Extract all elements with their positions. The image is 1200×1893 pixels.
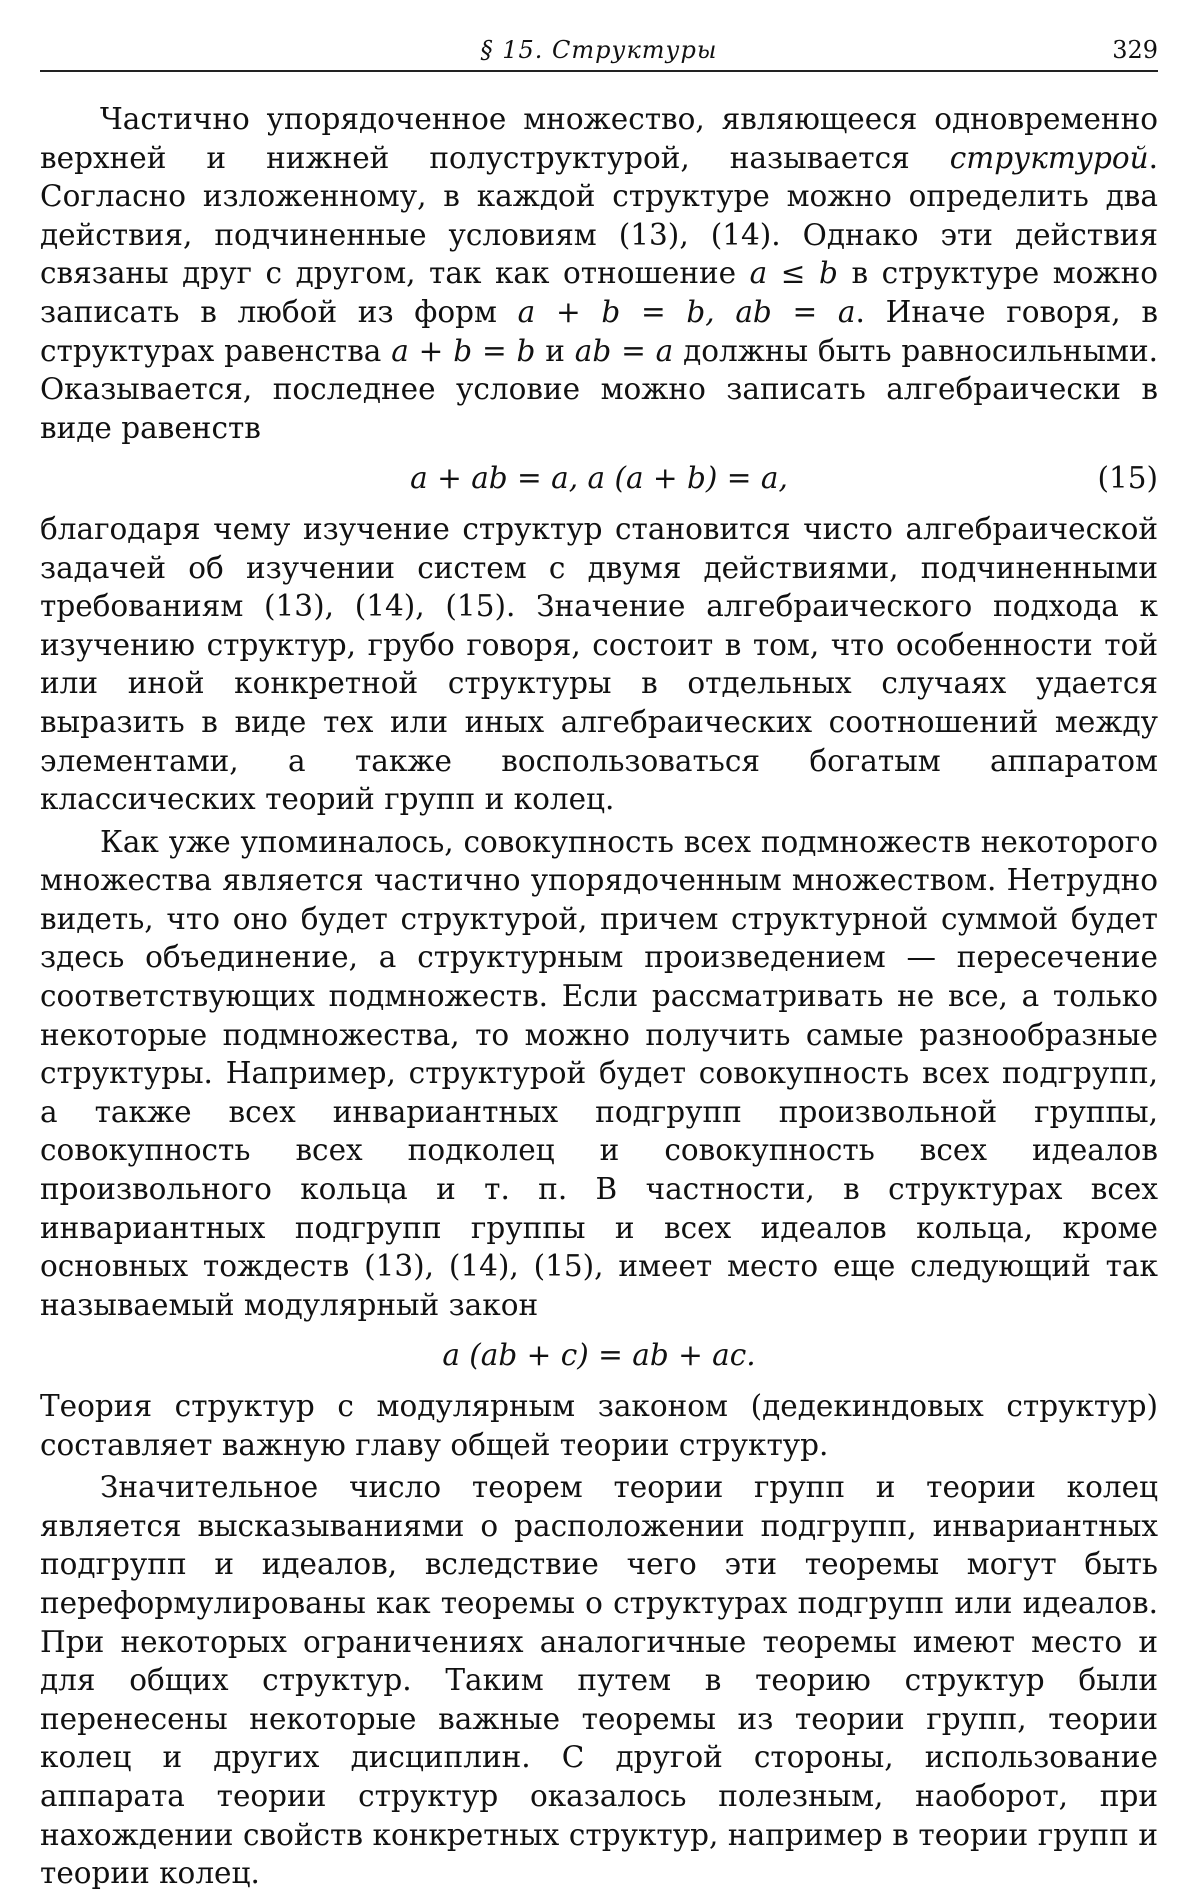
page-content: [40, 100, 1158, 1893]
formula-15-expression: a + ab = a, a (a + b) = a,: [410, 461, 788, 496]
paragraph-1: [40, 100, 1158, 447]
paragraph-1-text-e: и: [535, 333, 575, 368]
paragraph-1-text-c: в структуре можно записать в любой из форм: [40, 256, 1158, 329]
display-formula-modular-law: [40, 1336, 1158, 1375]
paragraph-1-text-a: Частично упорядоченное множество, являющееся одновременно верхней и нижней полуструктурой, называется: [40, 102, 1158, 175]
paragraph-1-text-f: должны быть равносильными. Оказывается, последнее условие можно записать алгебраически в виде равенств: [40, 333, 1158, 445]
paragraph-4: Теория структур с модулярным законом (дедекиндовых структур) составляет важную главу общей теории структур.: [40, 1389, 1158, 1462]
term-structure: структурой: [949, 140, 1149, 175]
inline-formula-forms: a + b = b, ab = a: [517, 294, 856, 329]
inline-formula-order: a ≤ b: [749, 256, 838, 291]
display-formula-15: [40, 459, 1158, 498]
inline-formula-product: ab = a: [574, 333, 674, 368]
page-number: 329: [1112, 36, 1158, 64]
paragraph-2: благодаря чему изучение структур становится чисто алгебраической задачей об изучении систем с двумя действиями, подчиненными требованиям (13), (14), (15). Значение алгебраического подхода к изучению структур, грубо говоря, состоит в том, что особенности той или иной конкретной структуры в отдельных случаях удается выразить в виде тех или иных алгебраических соотношений между элементами, а также воспользоваться богатым аппаратом классических теорий групп и колец.: [40, 511, 1158, 817]
equation-number-15: (15): [1097, 461, 1158, 496]
paragraph-3: Как уже упоминалось, совокупность всех подмножеств некоторого множества является частично упорядоченным множеством. Нетрудно видеть, что оно будет структурой, причем структурной суммой будет здесь объединение, а структурным произведением — пересечение соответствующих подмножеств. Если рассматривать не все, а только некоторые подмножества, то можно получить самые разнообразные структуры. Например, структурой будет совокупность всех подгрупп, а также всех инвариантных подгрупп произвольной группы, совокупность всех подколец и совокупность всех идеалов произвольного кольца и т. п. В частности, в структурах всех инвариантных подгрупп группы и всех идеалов кольца, кроме основных тождеств (13), (14), (15), имеет место еще следующий так называемый модулярный закон: [40, 824, 1158, 1322]
running-head: [40, 30, 1158, 72]
paragraph-5: Значительное число теорем теории групп и теории колец является высказываниями о расположении подгрупп, инвариантных подгрупп и идеалов, вследствие чего эти теоремы могут быть переформулированы как теоремы о структурах подгрупп или идеалов. При некоторых ограничениях аналогичные теоремы имеют место и для общих структур. Таким путем в теорию структур были перенесены некоторые важные теоремы из теории групп, теории колец и других дисциплин. С другой стороны, использование аппарата теории структур оказалось полезным, наоборот, при нахождении свойств конкретных структур, например в теории групп и теории колец.: [40, 1470, 1158, 1891]
paragraph-1-text-b: . Согласно изложенному, в каждой структуре можно определить два действия, подчиненные условиям (13), (14). Однако эти действия связаны друг с другом, так как отношение: [40, 140, 1158, 291]
running-title: § 15. Структуры: [480, 36, 718, 64]
paragraph-1-text-d: . Иначе говоря, в структурах равенства: [40, 294, 1158, 368]
modular-law-expression: a (ab + c) = ab + ac.: [442, 1338, 756, 1373]
inline-formula-sum: a + b = b: [391, 333, 536, 368]
